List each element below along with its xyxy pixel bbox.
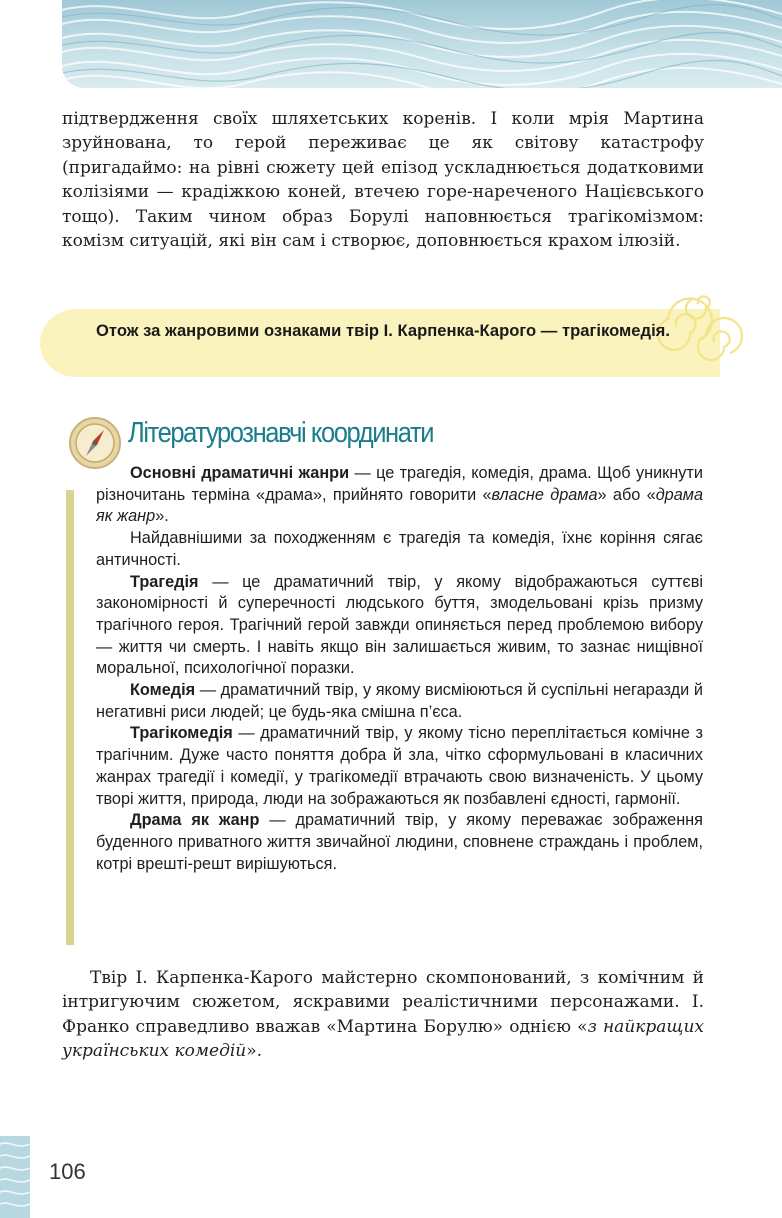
definition-tragedy: Трагедія — це драматичний твір, у якому відображаються суттєві закономірності й суперечності людського буття, змодельовані крізь призму трагічного героя. Трагічний герой завжди опиняється перед проблемою вибору — життя чи смерть. І навіть якщо він залишається живим, то зазнає нищівної моральної, психологічної поразки. (96, 572, 703, 678)
definition-drama: Драма як жанр — драматичний твір, у якому переважає зображення буденного приватного життя звичайної людини, сповнене страждань і проблем, котрі врешті-решт вирішуються. (96, 811, 703, 873)
term: Комедія (130, 681, 196, 700)
paragraph-top: підтвердження своїх шляхетських коренів. І коли мрія Мартина зруйнована, то герой переживає це як світову катастрофу (пригадаймо: на рівні сюжету цей епізод ускладнюється додатковими колізіями — крадіжкою коней, втечею горе-нареченого Націєвського тощо). Таким чином образ Борулі наповнюється трагікомізмом: комізм ситуацій, які він сам і створює, доповнюється крахом ілюзій. (62, 109, 704, 252)
definition-origins: Найдавнішими за походженням є трагедія та комедія, їхнє коріння сягає античності. (96, 529, 703, 569)
section-title: Літературознавчі координати (128, 417, 434, 449)
definition-tragicomedy: Трагікомедія — драматичний твір, у якому тісно переплітається комічне з трагічним. Дуже часто поняття добра й зла, чітко сформульовані в класичних жанрах трагедії і комедії, у трагікомедії втрачають свою визначеність. У цьому творі життя, природа, люди на зображаються як позбавлені єдності, гармонії. (96, 724, 703, 808)
definitions-side-bar (66, 490, 74, 945)
term: Трагікомедія (130, 724, 233, 743)
top-wave-banner (62, 0, 782, 88)
term: Трагедія (130, 572, 199, 591)
page-number: 106 (49, 1159, 86, 1184)
callout-text: Отож за жанровими ознаками твір І. Карпенка-Карого — трагікомедія. (96, 321, 670, 340)
wave-pattern (62, 0, 782, 88)
side-wave-decoration (0, 1136, 30, 1218)
franko-quote: з найкращих українських комедій (62, 1016, 704, 1062)
term: Основні драматичні жанри (130, 464, 350, 482)
definitions-block (96, 463, 703, 875)
paragraph-bottom: Твір І. Карпенка-Карого майстерно скомпонований, з комічним й інтригуючим сюжетом, яскравими реалістичними персонажами. І. Франко справедливо вважав «Мартина Борулю» однією «з найкращих українських комедій». (62, 968, 704, 1062)
definition-genres: Основні драматичні жанри — це трагедія, комедія, драма. Щоб уникнути різночитань терміна «драма», прийнято говорити «власне драма» або «драма як жанр». (96, 464, 704, 526)
definition-comedy: Комедія — драматичний твір, у якому висміюються й суспільні негаразди й негативні риси людей; це будь-яка смішна п’єса. (96, 681, 703, 721)
compass-icon (68, 416, 122, 470)
term: Драма як жанр (130, 811, 260, 830)
